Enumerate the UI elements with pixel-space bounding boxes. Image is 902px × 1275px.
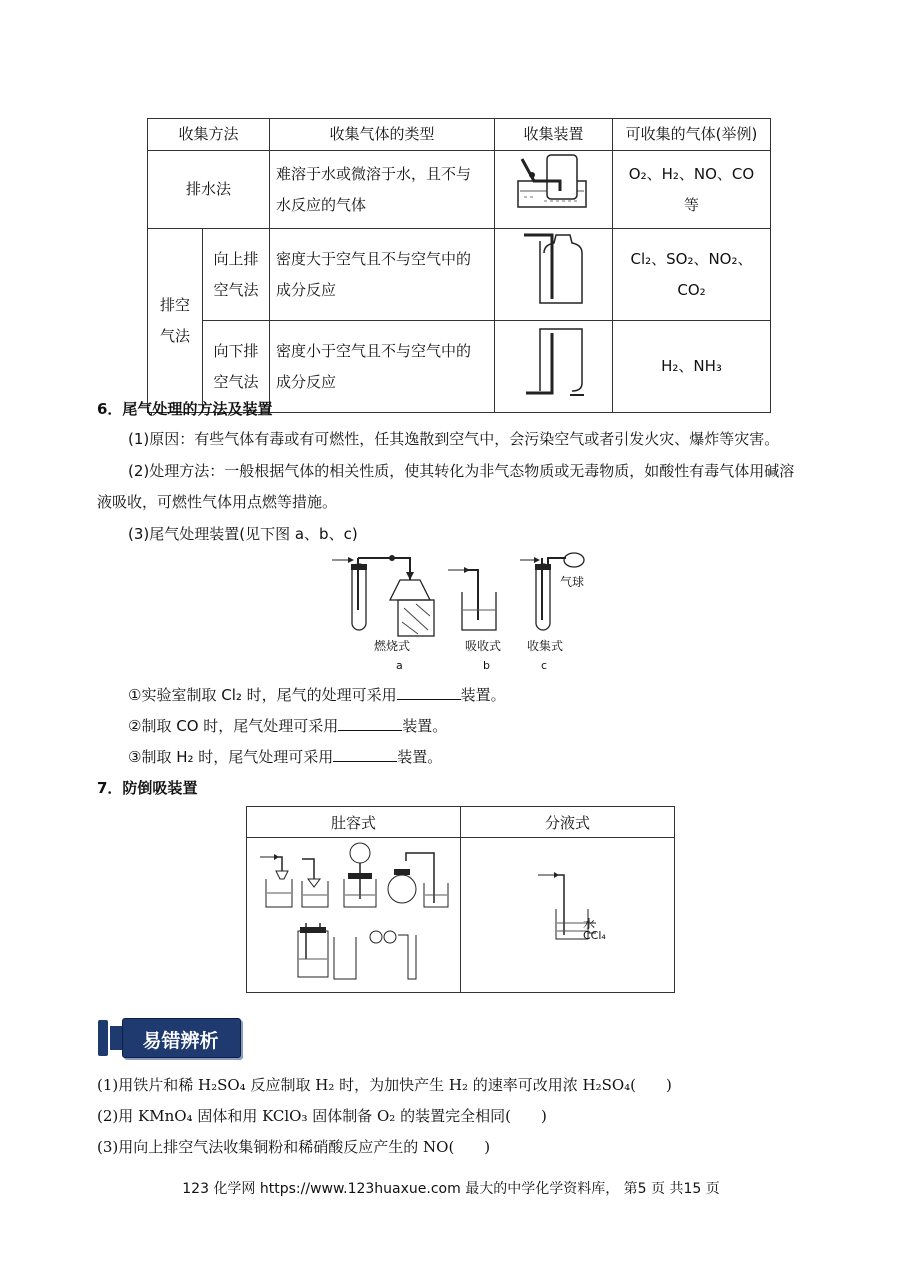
question-1-suffix: 装置。 [460,686,506,704]
method-downward-line1: 向下排 [213,341,259,360]
type-downward-line1: 密度小于空气且不与空气中的 [276,341,472,360]
error-item-2: (2)用 KMnO₄ 固体和用 KClO₃ 固体制备 O₂ 的装置完全相同( ) [97,1107,547,1125]
gases-upward [613,229,771,321]
fig-label-c-name: 收集式 [527,639,564,653]
fig-label-b: b [483,659,490,672]
gases-upward-line1: Cl₂、SO₂、NO₂、 [630,249,753,268]
method-upward-line2: 空气法 [213,280,259,299]
gas-collection-table [147,118,771,413]
question-2 [128,715,447,736]
question-1 [128,684,506,705]
water-displacement-apparatus-icon [504,151,604,217]
type-water-line2: 水反应的气体 [276,195,367,214]
section6-p2-line2: 液吸收，可燃性气体用点燃等措施。 [97,493,338,511]
belly-type-apparatus-cell [247,838,461,993]
type-water-line1: 难溶于水或微溶于水，且不与 [276,164,472,183]
page-footer: 123 化学网 https://www.123huaxue.com 最大的中学化学资料库， 第5 页 共15 页 [182,1181,720,1197]
banner-title: 易错辨析 [142,1030,219,1052]
type-water [270,151,495,229]
question-2-text: ②制取 CO 时，尾气处理可采用 [128,717,339,735]
upward-air-bottle-icon [504,229,604,309]
section6-p2-line1: (2)处理方法：一般根据气体的相关性质，使其转化为非气态物质或无毒物质，如酸性有毒气体用碱溶 [128,462,795,480]
gases-upward-line2: CO₂ [677,280,706,299]
anti-suckback-table [246,806,675,993]
apparatus-upward [495,229,613,321]
separation-type-apparatus-cell [461,838,675,993]
apparatus-downward [495,321,613,413]
fig-label-b-name: 吸收式 [465,639,502,653]
method-water: 排水法 [148,151,270,229]
error-item-1: (1)用铁片和稀 H₂SO₄ 反应制取 H₂ 时，为加快产生 H₂ 的速率可改用浓 H₂SO₄( ) [97,1076,672,1094]
header-gases: 可收集的气体(举例) [613,119,771,151]
method-upward [203,229,270,321]
question-1-text: ①实验室制取 Cl₂ 时，尾气的处理可采用 [128,686,397,704]
question-3 [128,746,442,767]
banner-left-bar [98,1020,108,1056]
section6-p3: (3)尾气处理装置(见下图 a、b、c) [128,525,358,543]
type-upward [270,229,495,321]
error-item-3: (3)用向上排空气法收集铜粉和稀硝酸反应产生的 NO( ) [97,1138,491,1156]
gases-downward: H₂、NH₃ [613,321,771,413]
belly-type-apparatus-icon [248,839,459,987]
method-downward-line2: 空气法 [213,372,259,391]
fig-label-balloon: 气球 [560,575,585,589]
apparatus-water-displacement [495,151,613,229]
downward-air-bottle-icon [504,321,604,401]
method-air [148,229,203,413]
section6-title: 6．尾气处理的方法及装置 [97,400,273,418]
question-2-blank[interactable] [338,716,402,731]
col-separation-type: 分液式 [461,807,675,838]
gases-water [613,151,771,229]
section6-p1: (1)原因：有些气体有毒或有可燃性，任其逸散到空气中，会污染空气或者引发火灾、爆炸等灾害。 [128,430,780,448]
method-upward-line1: 向上排 [213,249,259,268]
type-upward-line2: 成分反应 [276,280,337,299]
type-downward [270,321,495,413]
type-downward-line2: 成分反应 [276,372,337,391]
header-method: 收集方法 [148,119,270,151]
question-2-suffix: 装置。 [402,717,448,735]
question-3-text: ③制取 H₂ 时，尾气处理可采用 [128,748,334,766]
method-air-line2: 气法 [159,326,190,345]
separation-type-apparatus-icon [462,839,673,987]
label-ccl4: CCl₄ [583,929,606,942]
question-3-blank[interactable] [333,747,397,762]
fig-label-a-name: 燃烧式 [374,639,411,653]
gases-water-line2: 等 [683,195,699,214]
section7-title: 7．防倒吸装置 [97,779,198,797]
fig-label-c: c [541,659,548,672]
header-apparatus: 收集装置 [495,119,613,151]
gases-water-line1: O₂、H₂、NO、CO [628,164,755,183]
question-1-blank[interactable] [397,685,461,700]
type-upward-line1: 密度大于空气且不与空气中的 [276,249,472,268]
method-air-line1: 排空 [159,295,190,314]
col-belly-type: 肚容式 [247,807,461,838]
tail-gas-apparatus-figure [330,550,590,650]
question-3-suffix: 装置。 [397,748,443,766]
label-water: 水 [583,917,596,931]
fig-label-a: a [396,659,403,672]
header-type: 收集气体的类型 [270,119,495,151]
error-analysis-banner [98,1018,241,1058]
